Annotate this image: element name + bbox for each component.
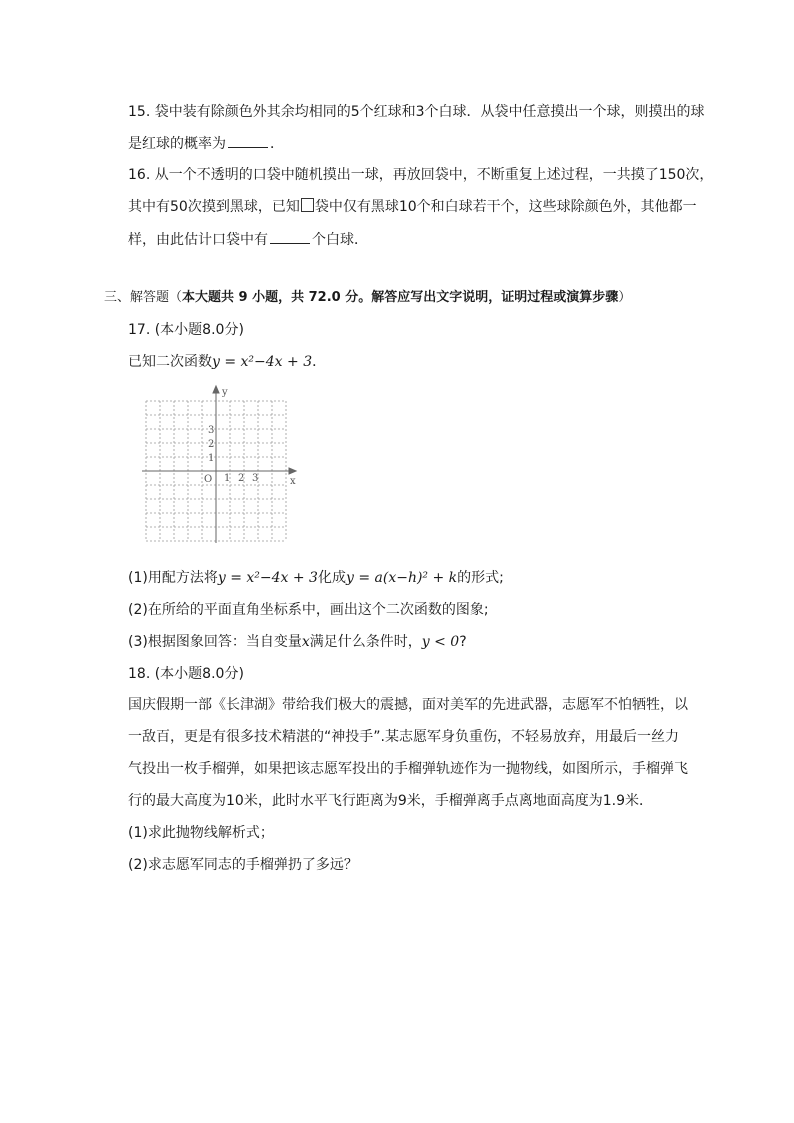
- q18-line-3: 气投出一枚手榴弹，如果把该志愿军投出的手榴弹轨迹作为一抛物线，如图所示，手榴弹飞: [128, 761, 688, 777]
- q17-part-3-end: ?: [459, 634, 467, 650]
- q17-part-1-text: (1)用配方法将: [128, 570, 218, 586]
- q17-part-1-mid: 化成: [317, 570, 346, 586]
- section-3-suffix: ）: [618, 290, 632, 305]
- axes: [142, 386, 296, 543]
- q18-line-2: 一敌百，更是有很多技术精湛的“神投手”.某志愿军身负重伤，不轻易放弃，用最后一丝力: [128, 729, 679, 745]
- q16-line-3-end: 个白球．: [312, 232, 368, 248]
- q17-intro-end: ．: [312, 354, 327, 370]
- q16-answer-blank[interactable]: [270, 229, 310, 244]
- q16-line-3: [128, 229, 368, 250]
- q17-intro-text: 已知二次函数: [128, 354, 212, 370]
- q15-answer-blank[interactable]: [228, 133, 268, 148]
- q17-part-3-variable: x: [301, 634, 310, 650]
- q17-part-3-text: (3)根据图象回答：当自变量: [128, 634, 302, 650]
- x-tick-label: 1: [224, 473, 231, 484]
- q15-line-1: 15. 袋中装有除颜色外其余均相同的5个红球和3个白球．从袋中任意摸出一个球，则摸出的球: [128, 104, 705, 120]
- y-tick-label: 3: [208, 425, 215, 436]
- q17-intro-formula: y = x²−4x + 3: [212, 354, 313, 370]
- q17-part-1: [128, 568, 504, 588]
- q17-part-1-formula: y = x²−4x + 3: [217, 570, 318, 586]
- x-tick-label: 3: [252, 473, 259, 484]
- q17-part-3-condition: y < 0: [421, 634, 460, 650]
- q17-part-3: [128, 632, 467, 652]
- q15-line-2: [128, 133, 284, 154]
- q17-header: 17. (本小题8.0分): [128, 322, 244, 338]
- x-axis-label: x: [290, 476, 296, 487]
- q17-intro: [128, 352, 326, 372]
- box-glyph: [301, 198, 314, 212]
- y-tick-label: 2: [208, 439, 215, 450]
- q18-part-1: (1)求此抛物线解析式；: [128, 825, 274, 841]
- q15-line-2-end: ．: [270, 136, 284, 152]
- q16-line-3-text: 样，由此估计口袋中有: [128, 232, 268, 248]
- section-3-heading: [104, 288, 631, 308]
- q16-line-2-rest: 袋中仅有黑球10个和白球若干个，这些球除颜色外，其他都一: [314, 199, 697, 215]
- origin-label: O: [204, 474, 213, 485]
- q15-line-2-text: 是红球的概率为: [128, 136, 226, 152]
- q18-line-1: 国庆假期一部《长津湖》带给我们极大的震撼，面对美军的先进武器，志愿军不怕牺牲，以: [128, 697, 688, 713]
- q18-part-2: (2)求志愿军同志的手榴弹扔了多远？: [128, 857, 358, 873]
- section-3-title: 本大题共 9 小题，共 72.0 分。解答应写出文字说明，证明过程或演算步骤: [182, 290, 619, 305]
- q16-line-1: 16. 从一个不透明的口袋中随机摸出一球，再放回袋中，不断重复上述过程，一共摸了150次，: [128, 167, 714, 183]
- x-tick-label: 2: [238, 473, 245, 484]
- q16-line-2-text: 其中有50次摸到黑球，已知: [128, 199, 300, 215]
- q18-line-4: 行的最大高度为10米，此时水平飞行距离为9米，手榴弹离手点离地面高度为1.9米．: [128, 793, 653, 809]
- q18-header: 18. (本小题8.0分): [128, 666, 244, 682]
- q17-part-3-mid: 满足什么条件时，: [309, 634, 422, 650]
- y-axis-label: y: [222, 387, 228, 398]
- y-tick-label: 1: [208, 453, 215, 464]
- coordinate-grid-figure: [140, 383, 300, 543]
- q17-part-1-end: 的形式;: [457, 570, 504, 586]
- q16-line-2: [128, 197, 697, 217]
- q17-vertex-form-formula: y = a(x−h)² + k: [345, 570, 458, 586]
- q17-part-2: (2)在所给的平面直角坐标系中，画出这个二次函数的图象;: [128, 602, 489, 618]
- section-3-prefix: 三、解答题（: [104, 290, 183, 305]
